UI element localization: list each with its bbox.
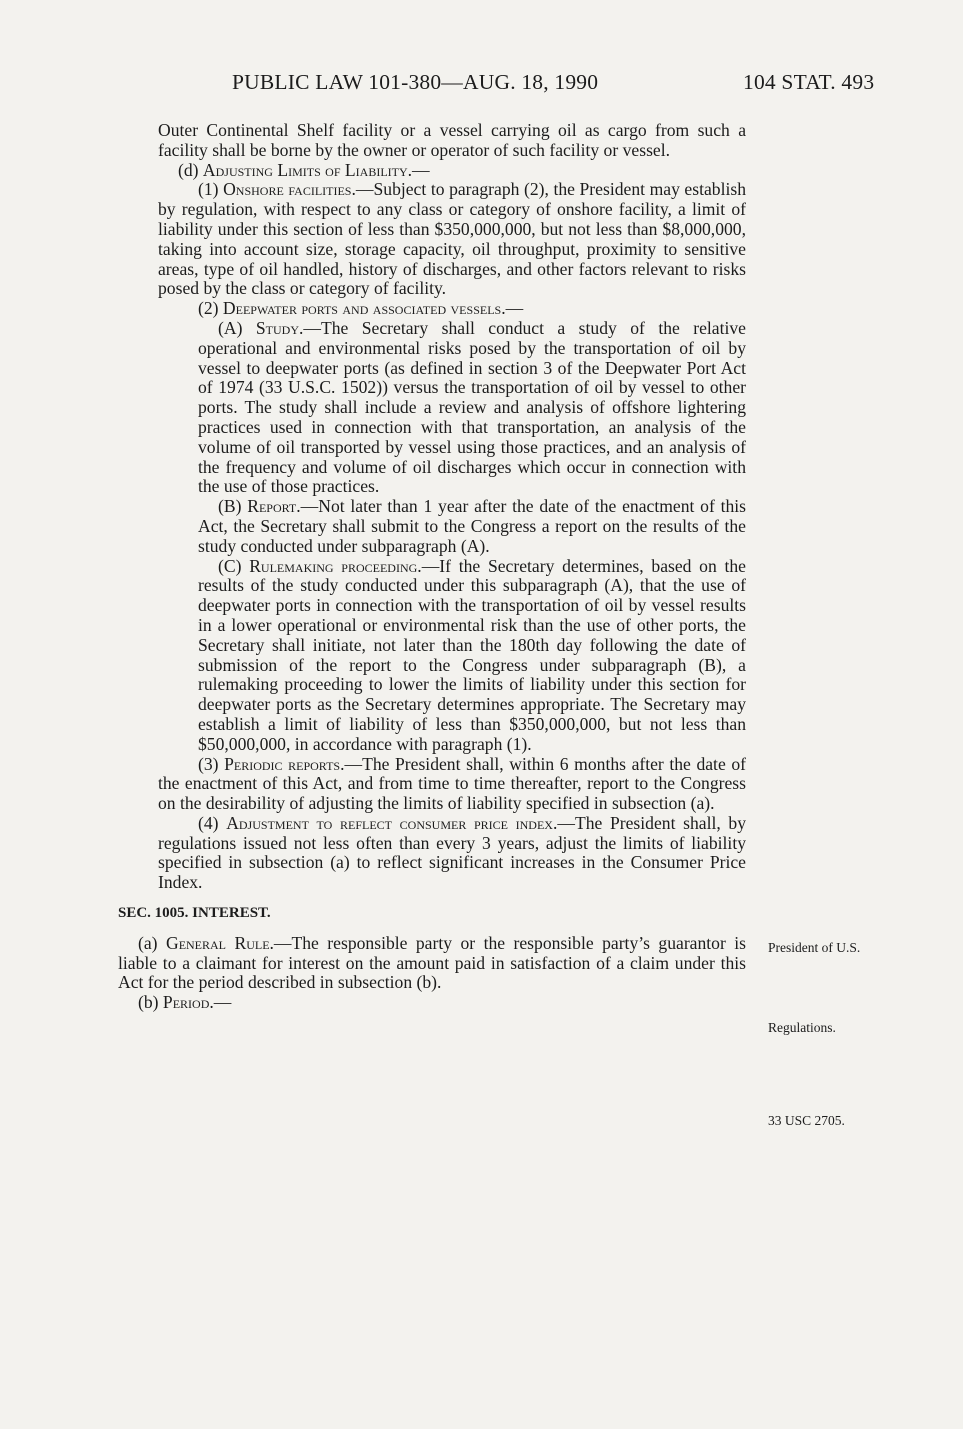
subparagraph-d2a-text: —The Secretary shall conduct a study of the relative operational and environmental risks posed by the transportation of oil by vessel to deepwater ports (as defined in section 3 of the Deepwater Port Act of 1974 (33 U.S.C. 1502)) versus the transportation of oil by vessel to other ports. The study shall include a review and analysis of offshore lightering practices used in connection with that transportation, an analysis of the volume of oil transported by vessel using those practices, and an analysis of the frequency and volume of oil discharges which occur in connection with the use of those practices.	[198, 317, 746, 497]
intro-paragraph: Outer Continental Shelf facility or a vessel carrying oil as cargo from such a facility shall be borne by the owner or operator of such facility or vessel.	[158, 120, 746, 160]
subsection-a-label: (a)	[138, 932, 158, 953]
subsection-a-heading: General Rule.	[165, 932, 274, 953]
subparagraph-d2c	[158, 557, 746, 755]
subparagraph-d2b-heading: Report.	[247, 496, 301, 517]
paragraph-d1-heading: Onshore facilities.	[223, 179, 356, 200]
paragraph-d3-heading: Periodic reports.	[224, 753, 345, 774]
subsection-b-label: (b)	[138, 992, 159, 1013]
subparagraph-d2a	[158, 319, 746, 497]
paragraph-d1-label: (1)	[198, 179, 219, 200]
document-body	[118, 120, 747, 1013]
subsection-b-heading: Period.—	[162, 992, 232, 1013]
margin-note-usc: 33 USC 2705.	[768, 1113, 845, 1128]
subparagraph-d2b	[158, 497, 746, 556]
paragraph-d2-label: (2)	[198, 298, 219, 319]
paragraph-d4	[158, 814, 746, 893]
statute-page-number: 104 STAT. 493	[743, 70, 875, 94]
subparagraph-d2c-label: (C)	[218, 555, 242, 576]
subsection-d-label: (d)	[178, 159, 199, 180]
subparagraph-d2c-text: —If the Secretary determines, based on the results of the study conducted under this subparagraph (A), that the use of deepwater ports in connection with the transportation of oil by vessel results in a lower operational or environmental risk than the use of other ports, the Secretary shall initiate, not later than the 180th day following the date of submission of the report to the Congress under subparagraph (B), a rulemaking proceeding to lower the limits of liability under this section for deepwater ports as the Secretary determines appropriate. The Secretary may establish a limit of liability of less than $350,000,000, but not less than $50,000,000, in accordance with paragraph (1).	[198, 555, 746, 754]
subsection-b	[118, 993, 746, 1013]
subparagraph-d2a-heading: Study.	[255, 317, 304, 338]
margin-note-regulations: Regulations.	[768, 1020, 836, 1035]
margin-note-president: President of U.S.	[768, 940, 861, 955]
paragraph-d4-heading: Adjustment to reflect consumer price index.	[226, 812, 558, 833]
paragraph-d1	[158, 180, 746, 299]
header-title: PUBLIC LAW 101-380—AUG. 18, 1990	[232, 70, 599, 94]
section-heading: SEC. 1005. INTEREST.	[118, 905, 271, 922]
subparagraph-d2b-label: (B)	[218, 496, 242, 517]
paragraph-d4-label: (4)	[198, 812, 219, 833]
paragraph-d3-label: (3)	[198, 753, 219, 774]
subparagraph-d2b-text: —Not later than 1 year after the date of the enactment of this Act, the Secretary shall submit to the Congress a report on the results of the study conducted under subparagraph (A).	[198, 496, 747, 556]
paragraph-d3-text: —The President shall, within 6 months after the date of the enactment of this Act, and from time to time thereafter, report to the Congress on the desirability of adjusting the limits of liability specified in subsection (a).	[158, 753, 746, 814]
subsection-a	[118, 934, 746, 993]
subparagraph-d2a-label: (A)	[218, 317, 243, 338]
subparagraph-d2c-heading: Rulemaking proceeding.	[249, 555, 422, 576]
paragraph-d2	[158, 299, 746, 319]
subsection-d	[158, 161, 746, 181]
subsection-a-text: —The responsible party or the responsible party’s guarantor is liable to a claimant for interest on the amount paid in satisfaction of a claim under this Act for the period described in subsection (b).	[118, 932, 747, 993]
subsection-d-heading: Adjusting Limits of Liability.—	[202, 159, 430, 180]
paragraph-d1-text: —Subject to paragraph (2), the President may establish by regulation, with respect to any class or category of onshore facility, a limit of liability under this section of less than $350,000,000, but not less than $8,000,000, taking into account size, storage capacity, oil throughput, proximity to sensitive areas, type of oil handled, history of discharges, and other factors relevant to risks posed by the class or category of facility.	[158, 179, 746, 299]
page-header	[0, 70, 963, 104]
paragraph-d3	[158, 755, 746, 814]
paragraph-d2-heading: Deepwater ports and associated vessels.—	[222, 298, 524, 319]
paragraph-d4-text: —The President shall, by regulations issued not less often than every 3 years, adjust the limits of liability specified in subsection (a) to reflect significant increases in the Consumer Price Index.	[158, 812, 746, 893]
